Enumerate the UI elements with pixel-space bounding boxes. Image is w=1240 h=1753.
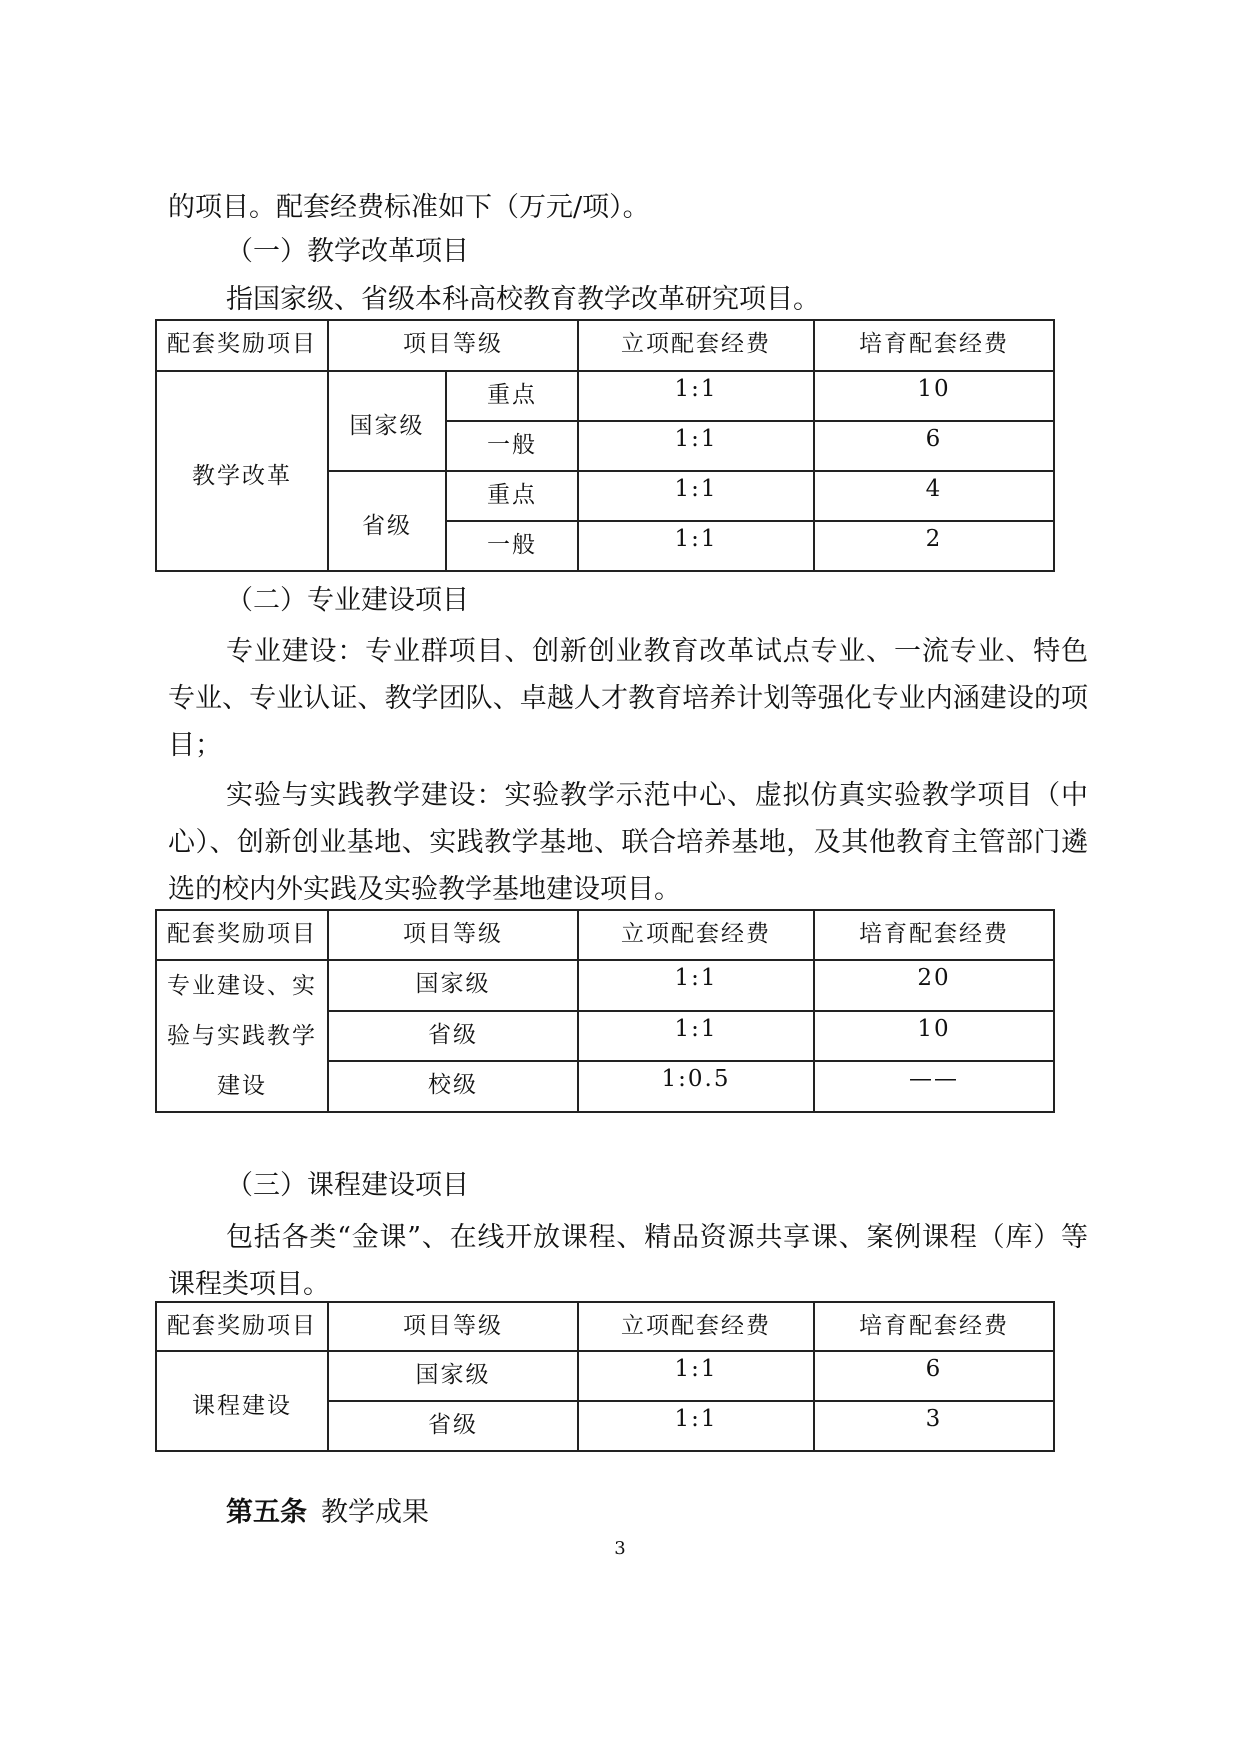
header-cell: 配套奖励项目 [156,1302,328,1351]
ratio-cell: 1:1 [578,371,814,421]
level-cell: 国家级 [328,371,446,471]
header-cell: 项目等级 [328,910,578,960]
ratio-cell: 1:1 [578,1011,814,1062]
header-cell: 项目等级 [328,1302,578,1351]
ratio-cell: 1:1 [578,1351,814,1401]
amount-cell: 3 [814,1401,1054,1451]
header-cell: 配套奖励项目 [156,910,328,960]
amount-cell: 2 [814,521,1054,571]
sub-level-cell: 一般 [446,521,578,571]
header-cell: 配套奖励项目 [156,320,328,371]
level-cell: 国家级 [328,1351,578,1401]
section2-heading: （二）专业建设项目 [226,585,469,616]
level-cell: 省级 [328,471,446,571]
level-cell: 校级 [328,1061,578,1112]
sub-level-cell: 重点 [446,371,578,421]
intro-line: 的项目。配套经费标准如下（万元/项）。 [168,192,650,223]
amount-cell: 10 [814,1011,1054,1062]
article-heading [226,1493,429,1533]
ratio-cell: 1:1 [578,521,814,571]
ratio-cell: 1:1 [578,471,814,521]
course-construction-table [155,1301,1055,1452]
amount-cell: 10 [814,371,1054,421]
article-title: 教学成果 [321,1497,429,1528]
category-line: 专业建设、实 [167,973,317,999]
ratio-cell: 1:0.5 [578,1061,814,1112]
ratio-cell: 1:1 [578,1401,814,1451]
ratio-cell: 1:1 [578,421,814,471]
major-construction-table [155,909,1055,1113]
category-cell: 教学改革 [156,371,328,571]
category-cell: 课程建设 [156,1351,328,1451]
section3-desc: 包括各类“金课”、在线开放课程、精品资源共享课、案例课程（库）等课程类项目。 [168,1222,1088,1300]
header-cell: 立项配套经费 [578,320,814,371]
header-cell: 培育配套经费 [814,910,1054,960]
category-cell [156,960,328,1112]
ratio-cell: 1:1 [578,960,814,1011]
page-number: 3 [614,1538,626,1559]
amount-cell: 4 [814,471,1054,521]
amount-cell: —— [814,1061,1054,1112]
header-cell: 培育配套经费 [814,320,1054,371]
level-cell: 省级 [328,1401,578,1451]
header-cell: 立项配套经费 [578,910,814,960]
header-cell: 培育配套经费 [814,1302,1054,1351]
section2-para1: 专业建设：专业群项目、创新创业教育改革试点专业、一流专业、特色专业、专业认证、教学团队、卓越人才教育培养计划等强化专业内涵建设的项目； [168,636,1088,761]
section1-heading: （一）教学改革项目 [226,236,469,267]
sub-level-cell: 重点 [446,471,578,521]
section3-heading: （三）课程建设项目 [226,1170,469,1201]
amount-cell: 6 [814,421,1054,471]
header-cell: 立项配套经费 [578,1302,814,1351]
amount-cell: 6 [814,1351,1054,1401]
category-line: 验与实践教学 [167,1023,317,1049]
category-line: 建设 [217,1073,267,1099]
section2-para2: 实验与实践教学建设：实验教学示范中心、虚拟仿真实验教学项目（中心）、创新创业基地、实践教学基地、联合培养基地，及其他教育主管部门遴选的校内外实践及实验教学基地建设项目。 [168,780,1088,905]
level-cell: 省级 [328,1011,578,1062]
article-number: 第五条 [226,1497,307,1528]
teaching-reform-table [155,319,1055,572]
header-cell: 项目等级 [328,320,578,371]
section1-desc: 指国家级、省级本科高校教育教学改革研究项目。 [226,284,820,315]
amount-cell: 20 [814,960,1054,1011]
sub-level-cell: 一般 [446,421,578,471]
level-cell: 国家级 [328,960,578,1011]
